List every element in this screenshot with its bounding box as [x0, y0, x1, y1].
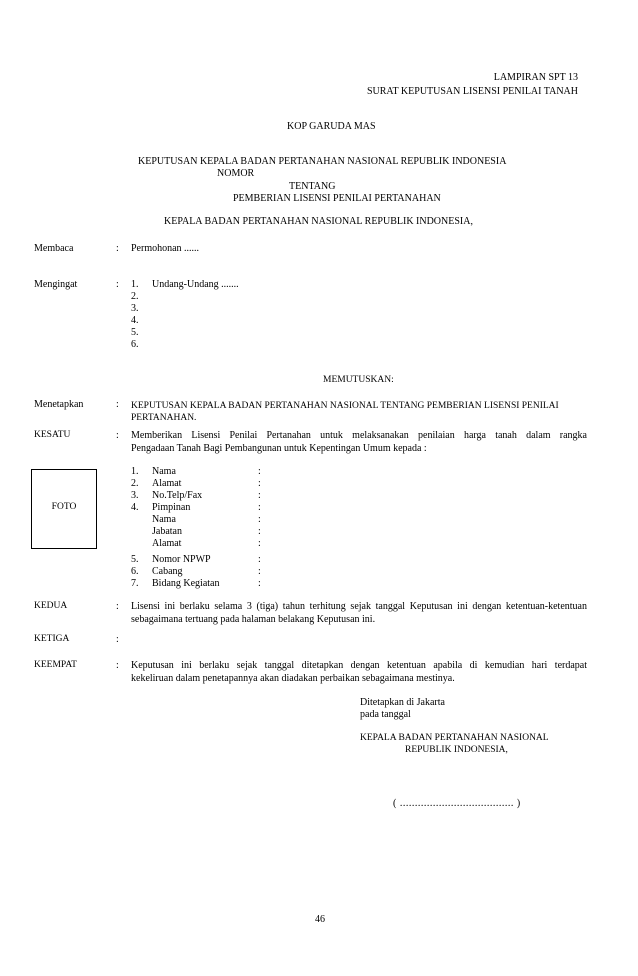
keempat-text: kekeliruan dalam penetapannya akan diadakan perbaikan sebagaimana mestinya. — [131, 673, 455, 684]
mengingat-item-number: 5. — [131, 327, 139, 338]
field-colon: : — [258, 578, 261, 589]
photo-box — [31, 469, 97, 549]
field-colon: : — [258, 478, 261, 489]
field-label: No.Telp/Fax — [152, 490, 203, 501]
kedua-label: KEDUA — [34, 601, 68, 611]
signatory-name: ( ...................................... ) — [393, 798, 521, 809]
ditetapkan-place: Ditetapkan di Jakarta — [360, 697, 445, 708]
membaca-text: Permohonan ...... — [131, 243, 200, 254]
field-label: Alamat — [152, 478, 182, 489]
photo-label: FOTO — [51, 502, 77, 512]
nomor-label: NOMOR — [217, 168, 255, 179]
field-label: Jabatan — [152, 526, 182, 537]
page-number: 46 — [315, 914, 325, 925]
kesatu-text: Pengadaan Tanah Bagi Pembangunan untuk Kepentingan Umum kepada : — [131, 443, 427, 454]
field-colon: : — [258, 502, 261, 513]
field-number: 7. — [131, 578, 139, 589]
decree-title: KEPUTUSAN KEPALA BADAN PERTANAHAN NASIONAL REPUBLIK INDONESIA — [138, 156, 507, 167]
field-number: 3. — [131, 490, 139, 501]
kepala-heading: KEPALA BADAN PERTANAHAN NASIONAL REPUBLIK INDONESIA, — [164, 216, 473, 227]
ketiga-label: KETIGA — [34, 634, 70, 644]
kop-label: KOP GARUDA MAS — [287, 121, 376, 132]
field-colon: : — [258, 526, 261, 537]
field-number: 4. — [131, 502, 139, 513]
field-number: 2. — [131, 478, 139, 489]
field-colon: : — [258, 466, 261, 477]
field-label: Pimpinan — [152, 502, 191, 513]
mengingat-item-number: 2. — [131, 291, 139, 302]
mengingat-item-number: 4. — [131, 315, 139, 326]
field-number: 5. — [131, 554, 139, 565]
keempat-label: KEEMPAT — [34, 660, 77, 670]
mengingat-item-text: Undang-Undang ....... — [152, 279, 239, 290]
keempat-text: Keputusan ini berlaku sejak tanggal ditetapkan dengan ketentuan apabila di kemudian hari terdapat — [131, 660, 587, 671]
signatory-title: REPUBLIK INDONESIA, — [405, 745, 508, 755]
memutuskan-heading: MEMUTUSKAN: — [323, 375, 394, 385]
mengingat-colon: : — [116, 279, 119, 290]
field-colon: : — [258, 566, 261, 577]
field-label: Alamat — [152, 538, 182, 549]
field-colon: : — [258, 490, 261, 501]
menetapkan-text: KEPUTUSAN KEPALA BADAN PERTANAHAN NASIONAL TENTANG PEMBERIAN LISENSI PENILAI — [131, 401, 559, 411]
tentang-label: TENTANG — [289, 181, 336, 192]
mengingat-item-number: 1. — [131, 279, 139, 290]
membaca-colon: : — [116, 243, 119, 254]
field-colon: : — [258, 514, 261, 525]
ditetapkan-date: pada tanggal — [360, 709, 411, 720]
kesatu-label: KESATU — [34, 430, 71, 440]
kesatu-colon: : — [116, 430, 119, 441]
menetapkan-text: PERTANAHAN. — [131, 413, 197, 423]
field-label: Cabang — [152, 566, 183, 577]
menetapkan-colon: : — [116, 399, 119, 410]
membaca-label: Membaca — [34, 243, 74, 254]
decree-subject: PEMBERIAN LISENSI PENILAI PERTANAHAN — [233, 193, 441, 204]
field-number: 6. — [131, 566, 139, 577]
mengingat-item-number: 3. — [131, 303, 139, 314]
field-label: Bidang Kegiatan — [152, 578, 220, 589]
surat-title: SURAT KEPUTUSAN LISENSI PENILAI TANAH — [366, 86, 578, 97]
kedua-text: Lisensi ini berlaku selama 3 (tiga) tahun terhitung sejak tanggal Keputusan ini dengan ketentuan-ketentuan — [131, 601, 587, 612]
field-colon: : — [258, 538, 261, 549]
menetapkan-label: Menetapkan — [34, 399, 84, 410]
mengingat-item-number: 6. — [131, 339, 139, 350]
signatory-title: KEPALA BADAN PERTANAHAN NASIONAL — [360, 733, 549, 743]
field-label: Nama — [152, 514, 176, 525]
field-label: Nomor NPWP — [152, 554, 211, 565]
lampiran-label: LAMPIRAN SPT 13 — [493, 72, 578, 83]
keempat-colon: : — [116, 660, 119, 671]
field-label: Nama — [152, 466, 176, 477]
kedua-colon: : — [116, 601, 119, 612]
mengingat-label: Mengingat — [34, 279, 78, 290]
ketiga-colon: : — [116, 634, 119, 645]
kesatu-text: Memberikan Lisensi Penilai Pertanahan untuk melaksanakan penilaian harga tanah dalam rangka — [131, 430, 587, 441]
kedua-text: sebagaimana tertuang pada halaman belakang Keputusan ini. — [131, 614, 376, 625]
field-colon: : — [258, 554, 261, 565]
field-number: 1. — [131, 466, 139, 477]
